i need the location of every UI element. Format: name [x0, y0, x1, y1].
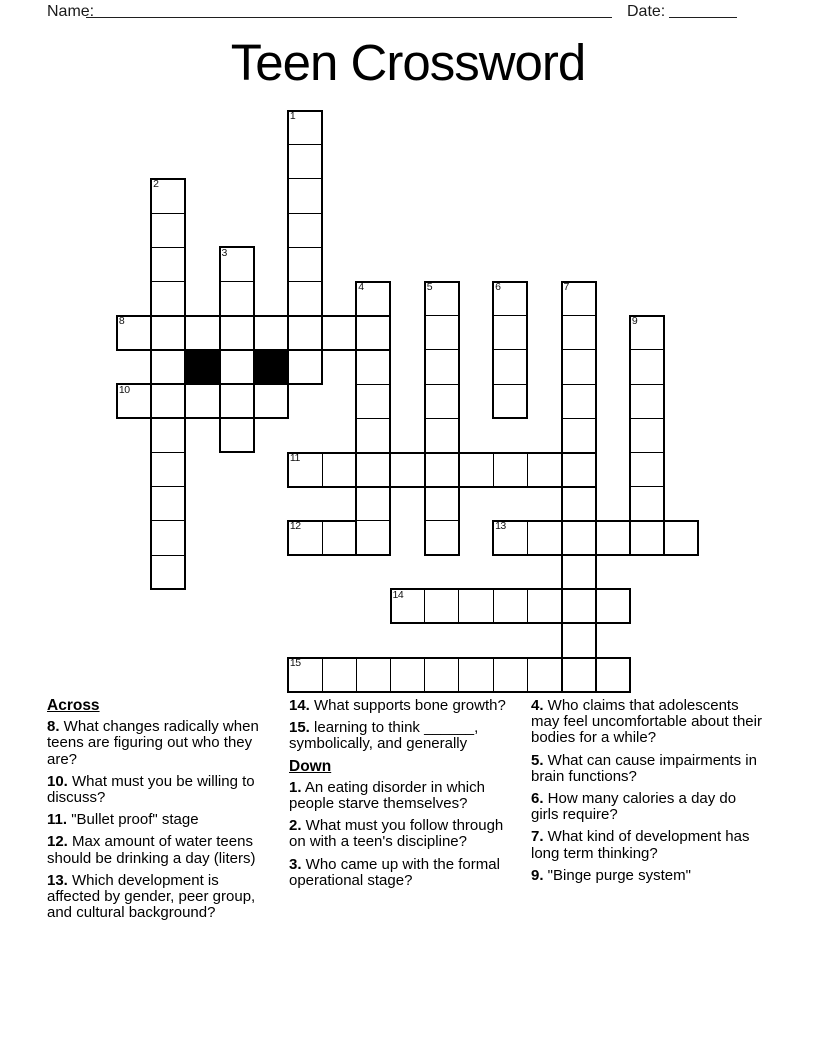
cell-number: 2: [153, 178, 159, 191]
grid-cell-2-1[interactable]: [151, 178, 186, 213]
grid-cell-16-8[interactable]: [390, 657, 425, 692]
grid-cell-16-9[interactable]: [424, 657, 459, 692]
clue-text: Max amount of water teens should be drinking a day (liters): [47, 833, 256, 867]
clue-2: [289, 818, 515, 850]
grid-cell-5-5[interactable]: [287, 281, 322, 316]
clue-6: [531, 791, 766, 823]
grid-cell-10-15[interactable]: [629, 452, 664, 487]
grid-cell-5-13[interactable]: [561, 281, 596, 316]
clue-text: How many calories a day do girls require?: [531, 790, 737, 824]
grid-cell-15-13[interactable]: [561, 623, 596, 658]
grid-cell-16-14[interactable]: [595, 657, 630, 692]
cell-number: 7: [563, 281, 569, 293]
grid-cell-9-13[interactable]: [561, 418, 596, 453]
cell-number: 5: [426, 281, 433, 293]
grid-cell-14-13[interactable]: [561, 589, 596, 624]
grid-cell-9-15[interactable]: [629, 418, 664, 453]
grid-cell-13-1[interactable]: [151, 555, 186, 590]
date-label: Date:: [627, 3, 666, 20]
clue-15: [289, 720, 515, 752]
grid-cell-6-0[interactable]: [116, 315, 151, 350]
grid-cell-12-14[interactable]: [595, 520, 630, 555]
grid-cell-6-15[interactable]: [629, 315, 664, 350]
clues-heading-across: Across: [47, 697, 100, 714]
grid-cell-9-9[interactable]: [424, 418, 459, 453]
clue-5: [531, 753, 766, 785]
grid-cell-8-7[interactable]: [356, 384, 391, 419]
grid-cell-6-4[interactable]: [253, 315, 288, 350]
grid-cell-9-3[interactable]: [219, 418, 254, 453]
grid-cell-10-11[interactable]: [493, 452, 528, 487]
grid-cell-4-5[interactable]: [287, 247, 322, 282]
clue-number: 15.: [289, 719, 310, 737]
clue-1: [289, 780, 515, 812]
clue-number: 1.: [289, 778, 302, 796]
clues-column-2: [289, 698, 515, 895]
grid-cell-13-13[interactable]: [561, 555, 596, 590]
clue-number: 12.: [47, 833, 68, 851]
grid-cell-6-7[interactable]: [356, 315, 391, 350]
clues-column-3: [531, 698, 766, 890]
grid-cell-14-8[interactable]: [390, 589, 425, 624]
grid-cell-11-13[interactable]: [561, 486, 596, 521]
grid-cell-5-9[interactable]: [424, 281, 459, 316]
grid-cell-10-8[interactable]: [390, 452, 425, 487]
grid-cell-14-12[interactable]: [527, 589, 562, 624]
grid-cell-2-5[interactable]: [287, 178, 322, 213]
grid-cell-16-5[interactable]: [287, 657, 322, 692]
grid-cell-6-11[interactable]: [493, 315, 528, 350]
clue-number: 6.: [531, 790, 544, 808]
clue-number: 4.: [531, 697, 544, 714]
grid-cell-7-1[interactable]: [151, 349, 186, 384]
grid-cell-12-5[interactable]: [287, 520, 322, 555]
grid-cell-1-5[interactable]: [287, 144, 322, 179]
clue-text: Who came up with the formal operational stage?: [289, 855, 500, 889]
grid-cell-7-9[interactable]: [424, 349, 459, 384]
grid-cell-16-12[interactable]: [527, 657, 562, 692]
grid-cell-16-6[interactable]: [322, 657, 357, 692]
cell-number: 13: [495, 520, 506, 533]
clue-text: What can cause impairments in brain functions?: [531, 751, 757, 785]
cell-number: 14: [392, 588, 404, 601]
grid-cell-6-3[interactable]: [219, 315, 254, 350]
grid-cell-10-10[interactable]: [458, 452, 493, 487]
clue-12: [47, 834, 272, 866]
grid-cell-10-9[interactable]: [424, 452, 459, 487]
grid-cell-0-5[interactable]: [287, 110, 322, 145]
grid-cell-10-1[interactable]: [151, 452, 186, 487]
grid-cell-10-6[interactable]: [322, 452, 357, 487]
grid-cell-8-11[interactable]: [493, 384, 528, 419]
grid-cell-7-3[interactable]: [219, 349, 254, 384]
clue-number: 3.: [289, 855, 302, 873]
clue-8: [47, 719, 272, 768]
grid-cell-6-5[interactable]: [287, 315, 322, 350]
cell-number: 11: [289, 452, 300, 464]
clue-10: [47, 774, 272, 806]
cell-number: 6: [495, 281, 501, 293]
clue-14: [289, 698, 515, 714]
grid-cell-8-9[interactable]: [424, 384, 459, 419]
clue-7: [531, 829, 766, 861]
grid-cell-5-1[interactable]: [151, 281, 186, 316]
grid-cell-5-11[interactable]: [493, 281, 528, 316]
grid-cell-9-7[interactable]: [356, 418, 391, 453]
grid-cell-7-5[interactable]: [287, 349, 322, 384]
grid-cell-8-0[interactable]: [116, 384, 151, 419]
page-title: Teen Crossword: [230, 34, 586, 91]
grid-cell-10-12[interactable]: [527, 452, 562, 487]
cell-number: 15: [289, 657, 301, 670]
grid-cell-5-7[interactable]: [356, 281, 391, 316]
grid-cell-3-5[interactable]: [287, 213, 322, 248]
clue-number: 9.: [531, 866, 544, 884]
grid-cell-4-1[interactable]: [151, 247, 186, 282]
cell-number: 8: [118, 315, 125, 328]
grid-cell-5-3[interactable]: [219, 281, 254, 316]
grid-cell-8-1[interactable]: [151, 384, 186, 419]
grid-cell-8-13[interactable]: [561, 384, 596, 419]
grid-cell-9-1[interactable]: [151, 418, 186, 453]
grid-cell-7-15[interactable]: [629, 349, 664, 384]
cell-number: 3: [221, 246, 227, 259]
grid-cell-6-2[interactable]: [185, 315, 220, 350]
grid-cell-12-13[interactable]: [561, 520, 596, 555]
grid-cell-12-12[interactable]: [527, 520, 562, 555]
clue-text: "Bullet proof" stage: [67, 811, 199, 829]
clue-text: Which development is affected by gender, peer group, and cultural background?: [47, 871, 256, 922]
grid-cell-11-15[interactable]: [629, 486, 664, 521]
clue-3: [289, 857, 515, 889]
clue-text: What supports bone growth?: [309, 697, 506, 714]
grid-cell-4-3[interactable]: [219, 247, 254, 282]
grid-cell-12-6[interactable]: [322, 520, 357, 555]
grid-cell-10-5[interactable]: [287, 452, 322, 487]
grid-cell-16-11[interactable]: [493, 657, 528, 692]
clue-text: What changes radically when teens are figuring out who they are?: [47, 718, 259, 768]
grid-cell-8-3[interactable]: [219, 384, 254, 419]
name-label: Name:: [47, 3, 95, 20]
clue-4: [531, 698, 766, 747]
grid-cell-12-9[interactable]: [424, 520, 459, 555]
black-cell-7-2: [185, 349, 220, 384]
grid-cell-6-1[interactable]: [151, 315, 186, 350]
clue-number: 13.: [47, 871, 68, 889]
grid-cell-14-9[interactable]: [424, 589, 459, 624]
black-cell-7-4: [253, 349, 288, 384]
clue-number: 10.: [47, 772, 68, 790]
clues-heading-down: Down: [289, 757, 332, 775]
clue-number: 5.: [531, 751, 544, 769]
grid-cell-14-10[interactable]: [458, 589, 493, 624]
grid-cell-12-16[interactable]: [664, 520, 699, 555]
grid-cell-14-14[interactable]: [595, 589, 630, 624]
grid-cell-10-13[interactable]: [561, 452, 596, 487]
grid-cell-6-9[interactable]: [424, 315, 459, 350]
grid-cell-7-7[interactable]: [356, 349, 391, 384]
clue-text: learning to think ______, symbolically, and generally: [289, 719, 479, 753]
clue-text: What must you follow through on with a teen's discipline?: [289, 817, 504, 851]
grid-cell-6-13[interactable]: [561, 315, 596, 350]
cell-number: 9: [631, 315, 638, 328]
grid-cell-8-15[interactable]: [629, 384, 664, 419]
grid-cell-12-7[interactable]: [356, 520, 391, 555]
cell-number: 10: [118, 383, 130, 396]
grid-cell-6-6[interactable]: [322, 315, 357, 350]
clue-11: [47, 812, 272, 828]
clue-text: Who claims that adolescents may feel uncomfortable about their bodies for a while?: [531, 697, 762, 747]
clue-text: What kind of development has long term thinking?: [531, 828, 750, 862]
cell-number: 1: [289, 110, 296, 122]
clue-9: [531, 868, 766, 884]
grid-cell-11-7[interactable]: [356, 486, 391, 521]
cell-number: 4: [358, 281, 364, 293]
grid-cell-16-7[interactable]: [356, 657, 391, 692]
clue-number: 14.: [289, 697, 310, 714]
grid-cell-7-11[interactable]: [493, 349, 528, 384]
grid-cell-7-13[interactable]: [561, 349, 596, 384]
clue-text: What must you be willing to discuss?: [47, 772, 255, 807]
grid-cell-14-11[interactable]: [493, 589, 528, 624]
clues-column-1: [47, 698, 272, 927]
grid-cell-12-1[interactable]: [151, 520, 186, 555]
grid-cell-12-15[interactable]: [629, 520, 664, 555]
clue-13: [47, 873, 272, 922]
clue-number: 7.: [531, 828, 544, 846]
cell-number: 12: [289, 520, 301, 533]
grid-cell-11-1[interactable]: [151, 486, 186, 521]
grid-cell-3-1[interactable]: [151, 213, 186, 248]
grid-cell-8-4[interactable]: [253, 384, 288, 419]
clue-number: 11.: [47, 811, 68, 829]
clue-text: "Binge purge system": [543, 866, 691, 884]
grid-cell-16-13[interactable]: [561, 657, 596, 692]
clue-number: 2.: [289, 817, 302, 835]
grid-cell-16-10[interactable]: [458, 657, 493, 692]
clue-text: An eating disorder in which people starve themselves?: [289, 778, 485, 813]
grid-cell-8-2[interactable]: [185, 384, 220, 419]
grid-cell-11-9[interactable]: [424, 486, 459, 521]
clue-number: 8.: [47, 718, 60, 736]
grid-cell-12-11[interactable]: [493, 520, 528, 555]
grid-cell-10-7[interactable]: [356, 452, 391, 487]
